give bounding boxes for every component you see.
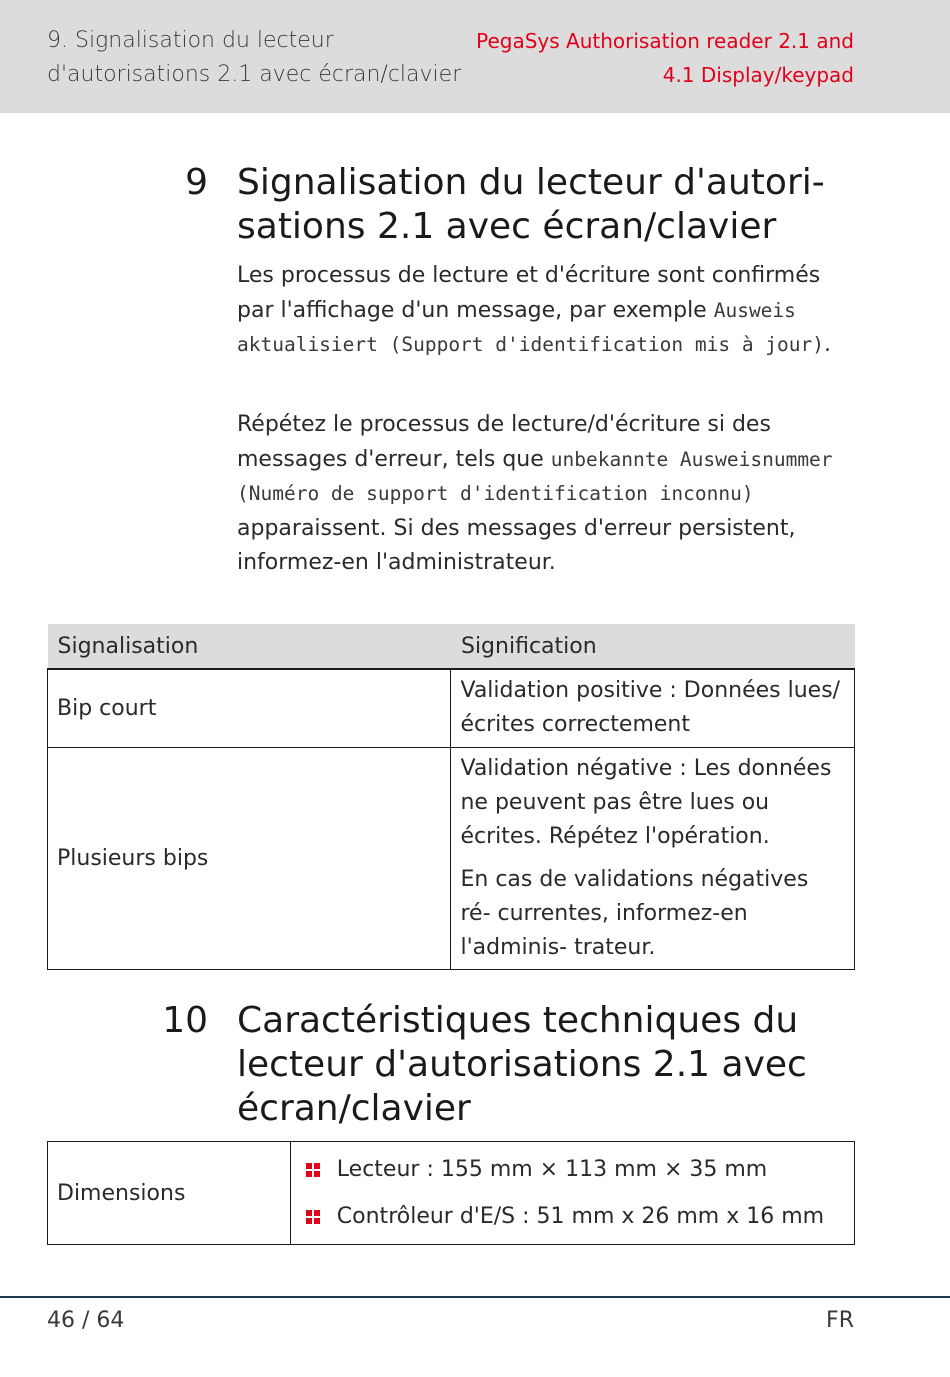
red-square-bullet-icon (306, 1163, 320, 1177)
header-chapter-line2: d'autorisations 2.1 avec écran/clavier (47, 62, 462, 87)
table-row (48, 748, 855, 970)
language-code: FR (826, 1308, 854, 1333)
meaning-text: En cas de validations négatives ré- currentes, informez-en l'adminis- trateur. (460, 867, 809, 960)
signal-cell: Plusieurs bips (48, 748, 451, 970)
header-chapter-line1: 9. Signalisation du lecteur (47, 28, 334, 53)
section10-title-line3: écran/clavier (237, 1088, 471, 1129)
footer-divider (0, 1296, 950, 1298)
section9-heading (0, 161, 950, 251)
page-number: 46 / 64 (47, 1308, 125, 1333)
tech-table (47, 1141, 855, 1245)
header-chapter (47, 24, 487, 92)
dimensions-values (290, 1142, 854, 1245)
p1-end: . (824, 332, 831, 357)
column-header-meaning: Signification (451, 624, 855, 669)
p2-end: apparaissent. Si des messages d'erreur persistent, informez-en l'administrateur. (237, 515, 796, 575)
header-product-line2: 4.1 Display/keypad (662, 63, 854, 87)
header-product (454, 24, 854, 92)
section9-number: 9 (185, 162, 208, 203)
meaning-text: Validation positive : Données lues/ écrites correctement (460, 678, 841, 737)
p1-code: Ausweis aktualisiert (Support d'identification mis à jour) (237, 298, 824, 356)
signal-cell: Bip court (48, 669, 451, 748)
p2-code: unbekannte Ausweisnummer (Numéro de support d'identification inconnu) (237, 447, 833, 505)
dimension-reader: Lecteur : 155 mm × 113 mm × 35 mm (336, 1157, 768, 1182)
signal-table (47, 624, 855, 970)
red-square-bullet-icon (306, 1210, 320, 1224)
list-item (300, 1193, 845, 1240)
section9-title-line1: Signalisation du lecteur d'autori- (237, 162, 825, 203)
section10-title-line1: Caractéristiques techniques du (237, 1000, 799, 1041)
section9-paragraph-2 (237, 408, 857, 581)
meaning-cell (451, 748, 855, 970)
list-item (300, 1146, 845, 1193)
section10-title-line2: lecteur d'autorisations 2.1 avec (237, 1044, 807, 1085)
meaning-cell (451, 669, 855, 748)
table-row (48, 1142, 855, 1245)
section10-number: 10 (162, 1000, 208, 1041)
p1-text: Les processus de lecture et d'écriture sont confirmés par l'affichage d'un message, par exemple (237, 263, 821, 323)
section10-heading (0, 999, 950, 1131)
section10-title (237, 999, 867, 1131)
table-row (48, 669, 855, 748)
column-header-signal: Signalisation (48, 624, 451, 669)
table-header-row (48, 624, 855, 669)
dimensions-label: Dimensions (48, 1142, 291, 1245)
section9-paragraph-1 (237, 259, 857, 363)
page-header (0, 0, 950, 113)
header-product-line1: PegaSys Authorisation reader 2.1 and (476, 29, 854, 53)
section9-title (237, 161, 867, 249)
section9-title-line2: sations 2.1 avec écran/clavier (237, 206, 777, 247)
dimension-controller: Contrôleur d'E/S : 51 mm x 26 mm x 16 mm (336, 1204, 825, 1229)
p2-text: Répétez le processus de lecture/d'écriture si des messages d'erreur, tels que (237, 412, 771, 472)
meaning-text: Validation négative : Les données ne peuvent pas être lues ou écrites. Répétez l'opération. (460, 756, 832, 849)
